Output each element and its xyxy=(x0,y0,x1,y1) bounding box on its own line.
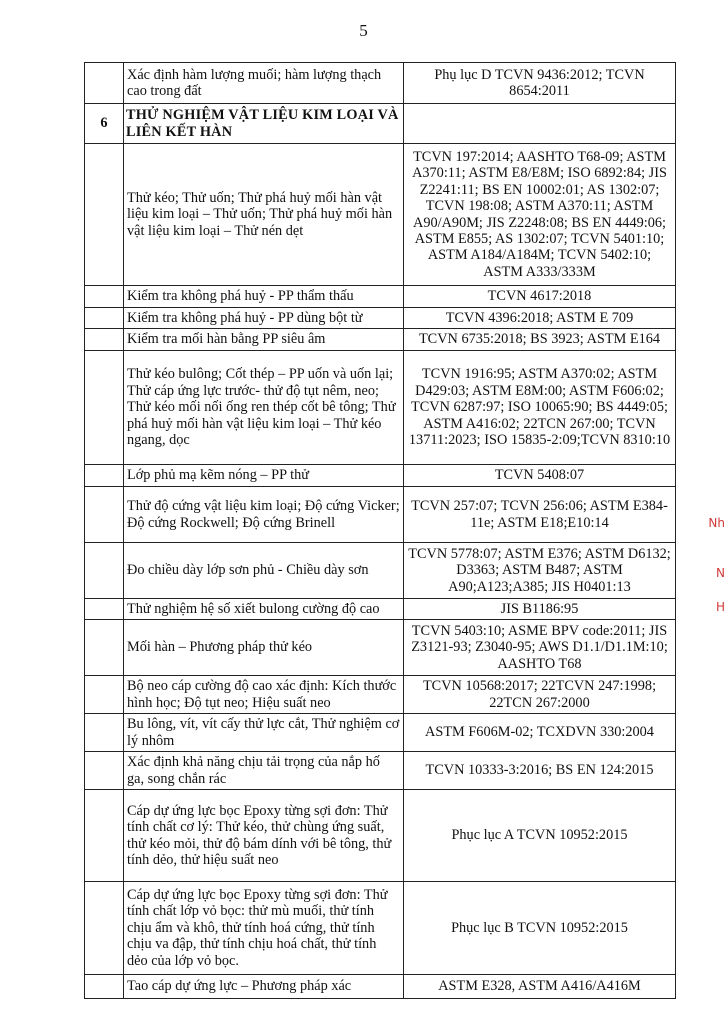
table-row xyxy=(85,620,676,676)
table-row xyxy=(85,329,676,351)
standard-cell: TCVN 4617:2018 xyxy=(404,286,676,308)
row-number-cell xyxy=(85,790,124,882)
row-number-cell xyxy=(85,752,124,790)
test-cell: Cáp dự ứng lực bọc Epoxy từng sợi đơn: Thử tính chất cơ lý: Thử kéo, thử chùng ứng suất, thử kéo mỏi, thử độ bám dính với bê tông, thử tính dẻo, thử hiệu suất neo xyxy=(124,790,404,882)
row-number-cell xyxy=(85,620,124,676)
test-cell: Thử nghiệm hệ số xiết bulong cường độ cao xyxy=(124,599,404,620)
test-cell: Thử kéo; Thử uốn; Thử phá huỷ mối hàn vật liệu kim loại – Thử uốn; Thử phá huỷ mối hàn vật liệu kim loại – Thử nén dẹt xyxy=(124,144,404,286)
table-row xyxy=(85,975,676,999)
table-row xyxy=(85,752,676,790)
table-body xyxy=(85,63,676,999)
section-number: 6 xyxy=(85,104,124,144)
test-cell: Lớp phủ mạ kẽm nóng – PP thử xyxy=(124,465,404,487)
test-cell: Kiểm tra không phá huỷ - PP thẩm thấu xyxy=(124,286,404,308)
standard-cell: TCVN 257:07; TCVN 256:06; ASTM E384-11e; ASTM E18;E10:14 xyxy=(404,487,676,543)
standard-cell: TCVN 10568:2017; 22TCVN 247:1998; 22TCN 267:2000 xyxy=(404,676,676,714)
row-number-cell xyxy=(85,676,124,714)
stamp-text-2: N xyxy=(716,566,725,580)
test-cell: Bu lông, vít, vít cấy thử lực cắt, Thử nghiệm cơ lý nhôm xyxy=(124,714,404,752)
standard-cell: TCVN 1916:95; ASTM A370:02; ASTM D429:03; ASTM E8M:00; ASTM F606:02; TCVN 6287:97; ISO 10065:90; BS 4449:05; ASTM A416:02; 22TCN 267:00; TCVN 13711:2023; ISO 15835-2:09;TCVN 8310:10 xyxy=(404,351,676,465)
table-row xyxy=(85,308,676,329)
row-number-cell xyxy=(85,882,124,975)
standard-cell: Phục lục A TCVN 10952:2015 xyxy=(404,790,676,882)
row-number-cell xyxy=(85,329,124,351)
section-title: THỬ NGHIỆM VẬT LIỆU KIM LOẠI VÀ LIÊN KẾT HÀN xyxy=(124,104,404,144)
section-header-row xyxy=(85,104,676,144)
stamp-text-3: H xyxy=(715,600,725,614)
table-row xyxy=(85,351,676,465)
row-number-cell xyxy=(85,63,124,104)
standard-cell: TCVN 197:2014; AASHTO T68-09; ASTM A370:11; ASTM E8/E8M; ISO 6892:84; JIS Z2241:11; BS EN 10002:01; AS 1302:07; TCVN 198:08; ASTM A370:11; ASTM A90/A90M; JIS Z2248:08; BS EN 4449:06; ASTM E855; AS 1302:07; TCVN 5401:10; ASTM A184/A184M; TCVN 5402:10; ASTM A333/333M xyxy=(404,144,676,286)
table-row xyxy=(85,599,676,620)
table-row xyxy=(85,487,676,543)
page-number: 5 xyxy=(359,21,368,40)
row-number-cell xyxy=(85,975,124,999)
test-cell: Thử kéo bulông; Cốt thép – PP uốn và uốn lại; Thử cáp ứng lực trước- thử độ tụt nêm, neo; Thử kéo mối nối ống ren thép cốt bê tông; Thử phá huỷ mối hàn vật liệu kim loại – Thử kéo ngang, dọc xyxy=(124,351,404,465)
test-cell: Thử độ cứng vật liệu kim loại; Độ cứng Vicker; Độ cứng Rockwell; Độ cứng Brinell xyxy=(124,487,404,543)
row-number-cell xyxy=(85,543,124,599)
standard-cell: ASTM E328, ASTM A416/A416M xyxy=(404,975,676,999)
standard-cell: TCVN 4396:2018; ASTM E 709 xyxy=(404,308,676,329)
row-number-cell xyxy=(85,286,124,308)
standard-cell: Phục lục B TCVN 10952:2015 xyxy=(404,882,676,975)
test-cell: Bộ neo cáp cường độ cao xác định: Kích thước hình học; Độ tụt neo; Hiệu suất neo xyxy=(124,676,404,714)
row-number-cell xyxy=(85,487,124,543)
standard-cell: ASTM F606M-02; TCXDVN 330:2004 xyxy=(404,714,676,752)
table-row xyxy=(85,63,676,104)
section-empty-cell xyxy=(404,104,676,144)
standard-cell: TCVN 10333-3:2016; BS EN 124:2015 xyxy=(404,752,676,790)
standard-cell: Phụ lục D TCVN 9436:2012; TCVN 8654:2011 xyxy=(404,63,676,104)
test-cell: Cáp dự ứng lực bọc Epoxy từng sợi đơn: Thử tính chất lớp vỏ bọc: thử mù muối, thử tính chịu ẩm và khô, thử tính hoá cứng, thử tính chịu va đập, thử tính chịu hoá chất, thử tính dẻo của lớp vỏ bọc. xyxy=(124,882,404,975)
red-stamp-fragment xyxy=(709,500,727,630)
test-cell: Kiểm tra không phá huỷ - PP dùng bột từ xyxy=(124,308,404,329)
stamp-text-1: Nh xyxy=(708,516,725,530)
test-cell: Tao cáp dự ứng lực – Phương pháp xác xyxy=(124,975,404,999)
test-cell: Xác định hàm lượng muối; hàm lượng thạch cao trong đất xyxy=(124,63,404,104)
table-row xyxy=(85,286,676,308)
table-row xyxy=(85,676,676,714)
row-number-cell xyxy=(85,599,124,620)
row-number-cell xyxy=(85,308,124,329)
table-row xyxy=(85,882,676,975)
table-row xyxy=(85,790,676,882)
row-number-cell xyxy=(85,351,124,465)
standards-table xyxy=(84,62,676,999)
test-cell: Đo chiều dày lớp sơn phủ - Chiều dày sơn xyxy=(124,543,404,599)
table-row xyxy=(85,543,676,599)
standard-cell: TCVN 5778:07; ASTM E376; ASTM D6132; D3363; ASTM B487; ASTM A90;A123;A385; JIS H0401:13 xyxy=(404,543,676,599)
test-cell: Mối hàn – Phương pháp thử kéo xyxy=(124,620,404,676)
table-row xyxy=(85,144,676,286)
table-row xyxy=(85,465,676,487)
standard-cell: TCVN 5408:07 xyxy=(404,465,676,487)
row-number-cell xyxy=(85,714,124,752)
test-cell: Xác định khả năng chịu tải trọng của nắp hố ga, song chắn rác xyxy=(124,752,404,790)
row-number-cell xyxy=(85,465,124,487)
test-cell: Kiểm tra mối hàn bằng PP siêu âm xyxy=(124,329,404,351)
table-row xyxy=(85,714,676,752)
standard-cell: TCVN 6735:2018; BS 3923; ASTM E164 xyxy=(404,329,676,351)
standard-cell: TCVN 5403:10; ASME BPV code:2011; JIS Z3121-93; Z3040-95; AWS D1.1/D1.1M:10; AASHTO T68 xyxy=(404,620,676,676)
row-number-cell xyxy=(85,144,124,286)
standard-cell: JIS B1186:95 xyxy=(404,599,676,620)
